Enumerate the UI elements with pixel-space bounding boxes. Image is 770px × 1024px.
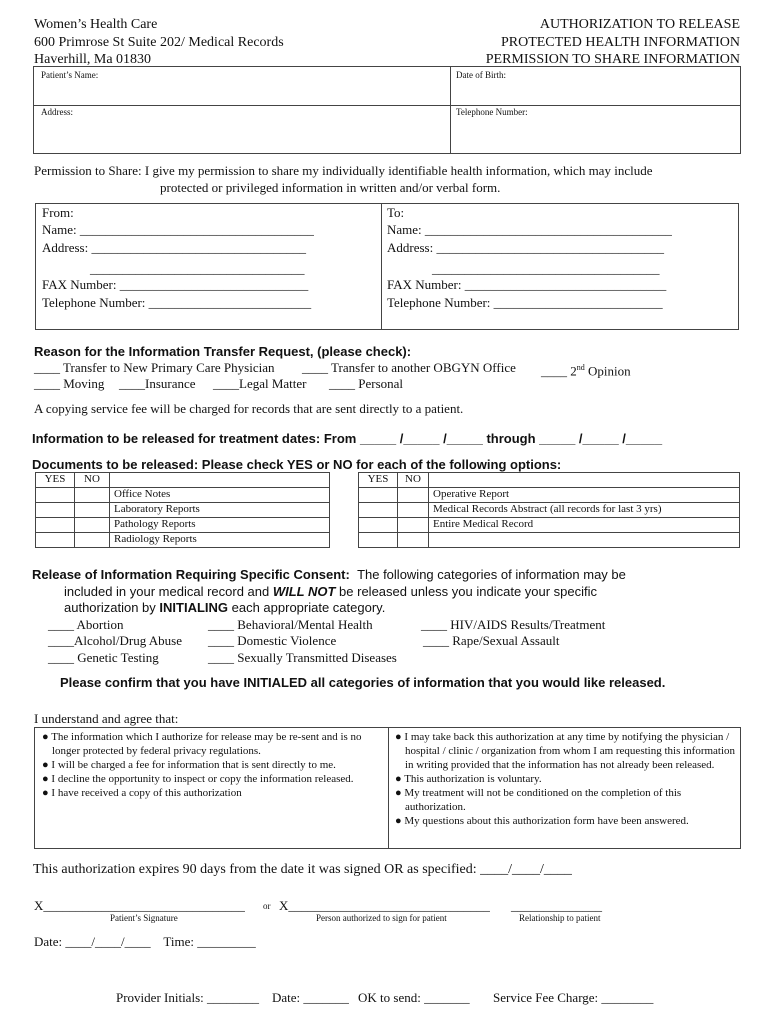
doc-item: Entire Medical Record [429,518,740,533]
relationship-caption: Relationship to patient [519,913,601,923]
doc-item: Medical Records Abstract (all records for last 3 yrs) [429,503,740,518]
org-name: Women’s Health Care [34,17,158,32]
from-address-field[interactable]: Address: _________________________________ [42,240,306,255]
reason-legal[interactable]: ____Legal Matter [213,376,307,391]
yes-checkbox[interactable] [36,488,75,503]
service-fee[interactable]: Service Fee Charge: ________ [493,990,654,1005]
permission-text2: protected or privileged information in written and/or verbal form. [160,180,501,195]
permission-text1: I give my permission to share my individually identifiable health information, which may include [144,163,653,178]
no-header: NO [75,473,110,488]
confirm-initialed: Please confirm that you have INITIALED all categories of information that you would like released. [60,675,666,690]
patient-address-label: Address: [41,107,73,117]
reason-moving[interactable]: ____ Moving [34,376,105,391]
from-fax-field[interactable]: FAX Number: _____________________________ [42,277,309,292]
provider-initials[interactable]: Provider Initials: ________ [116,990,259,1005]
date-time-line[interactable]: Date: ____/____/____ Time: _________ [34,934,256,949]
no-checkbox[interactable] [398,518,429,533]
reason-heading: Reason for the Information Transfer Request, (please check): [34,344,412,359]
dob-label: Date of Birth: [456,70,506,80]
patient-name-label: Patient’s Name: [41,70,99,80]
treatment-dates[interactable]: Information to be released for treatment dates: From _____ /_____ /_____ through _____ /_____ /_____ [32,431,663,446]
reason-second-opinion[interactable]: ____ 2nd Opinion [541,363,631,379]
footer-date[interactable]: Date: _______ [272,990,349,1005]
agree-box [34,727,741,849]
consent-line3: authorization by INITIALING each appropriate category. [64,600,386,615]
patient-telephone-label: Telephone Number: [456,107,528,117]
doc-item: Laboratory Reports [110,503,330,518]
consent-mental-health[interactable]: ____ Behavioral/Mental Health [208,617,373,632]
yes-checkbox[interactable] [359,518,398,533]
reason-new-pcp[interactable]: ____ Transfer to New Primary Care Physician [34,360,275,375]
to-title: To: [387,205,405,220]
authorized-signature-line[interactable]: X_______________________________ [279,898,490,913]
from-address-line2[interactable]: _________________________________ [90,261,305,276]
ok-to-send[interactable]: OK to send: _______ [358,990,470,1005]
consent-abortion[interactable]: ____ Abortion [48,617,124,632]
doc-item: Office Notes [110,488,330,503]
no-checkbox[interactable] [75,533,110,548]
agree-list-right [393,730,738,828]
from-to-box [35,203,739,330]
agree-item: ● I decline the opportunity to inspect or copy the information released. [42,773,354,785]
doc-item: Pathology Reports [110,518,330,533]
doc-item [429,533,740,548]
permission-label: Permission to Share: [34,163,142,178]
consent-std[interactable]: ____ Sexually Transmitted Diseases [208,650,397,665]
consent-domestic-violence[interactable]: ____ Domestic Violence [208,633,337,648]
consent-heading: Release of Information Requiring Specific Consent: [32,567,350,582]
no-checkbox[interactable] [75,503,110,518]
agree-item: ● I may take back this authorization at any time by notifying the physician / hospital / clinic / organization from whom I am requesting this information in writing provided that the information has not already been released. [395,731,736,771]
from-phone-field[interactable]: Telephone Number: _________________________ [42,295,312,310]
documents-heading: Documents to be released: Please check YES or NO for each of the following options: [32,457,562,472]
yes-header: YES [359,473,398,488]
reason-insurance[interactable]: ____Insurance [119,376,196,391]
no-checkbox[interactable] [398,503,429,518]
doc-item: Radiology Reports [110,533,330,548]
or-label: or [263,901,271,911]
consent-line1: Release of Information Requiring Specific Consent: The following categories of information may be [32,567,626,582]
org-address-line2: Haverhill, Ma 01830 [34,52,152,67]
agree-item: ● This authorization is voluntary. [395,773,542,785]
fee-note: A copying service fee will be charged for records that are sent directly to a patient. [34,401,464,416]
expires-line[interactable]: This authorization expires 90 days from the date it was signed OR as specified: ____/____/____ [33,862,572,877]
no-checkbox[interactable] [398,488,429,503]
to-fax-field[interactable]: FAX Number: _______________________________ [387,277,667,292]
agree-list-left [40,730,382,800]
agree-item: ● I have received a copy of this authorization [42,787,242,799]
agree-item: ● My questions about this authorization form have been answered. [395,815,689,827]
documents-table-left [35,472,330,548]
relationship-line[interactable]: ______________ [511,898,602,913]
form-title-line3: PERMISSION TO SHARE INFORMATION [485,52,740,67]
no-header: NO [398,473,429,488]
to-name-field[interactable]: Name: ______________________________________ [387,222,672,237]
consent-hiv[interactable]: ____ HIV/AIDS Results/Treatment [421,617,606,632]
consent-genetic[interactable]: ____ Genetic Testing [48,650,159,665]
patient-info-box [33,66,741,154]
agree-heading: I understand and agree that: [34,711,179,726]
yes-checkbox[interactable] [36,503,75,518]
consent-line2: included in your medical record and WILL NOT be released unless you indicate your specific [64,584,598,599]
form-title-line1: AUTHORIZATION TO RELEASE [539,17,740,32]
agree-item: ● My treatment will not be conditioned on the completion of this authorization. [395,787,682,813]
to-phone-field[interactable]: Telephone Number: __________________________ [387,295,663,310]
org-address-line1: 600 Primrose St Suite 202/ Medical Records [34,35,284,50]
from-name-field[interactable]: Name: ____________________________________ [42,222,314,237]
documents-table-right [358,472,740,548]
yes-checkbox[interactable] [36,533,75,548]
yes-header: YES [36,473,75,488]
to-address-line2[interactable]: ___________________________________ [432,261,660,276]
consent-alcohol[interactable]: ____Alcohol/Drug Abuse [48,633,182,648]
patient-signature-line[interactable]: X_______________________________ [34,898,245,913]
no-checkbox[interactable] [398,533,429,548]
doc-item: Operative Report [429,488,740,503]
yes-checkbox[interactable] [359,533,398,548]
no-checkbox[interactable] [75,518,110,533]
to-address-field[interactable]: Address: ___________________________________ [387,240,664,255]
permission-line1 [34,162,652,180]
authorized-person-caption: Person authorized to sign for patient [316,913,447,923]
reason-obgyn[interactable]: ____ Transfer to another OBGYN Office [302,360,516,375]
yes-checkbox[interactable] [359,503,398,518]
agree-item: ● The information which I authorize for release may be re-sent and is no longer protected by federal privacy regulations. [42,731,362,757]
consent-rape[interactable]: ____ Rape/Sexual Assault [423,633,560,648]
form-title-line2: PROTECTED HEALTH INFORMATION [500,35,740,50]
reason-personal[interactable]: ____ Personal [329,376,404,391]
from-title: From: [42,205,74,220]
no-checkbox[interactable] [75,488,110,503]
yes-checkbox[interactable] [36,518,75,533]
agree-item: ● I will be charged a fee for information that is sent directly to me. [42,759,336,771]
yes-checkbox[interactable] [359,488,398,503]
patient-signature-caption: Patient’s Signature [110,913,178,923]
